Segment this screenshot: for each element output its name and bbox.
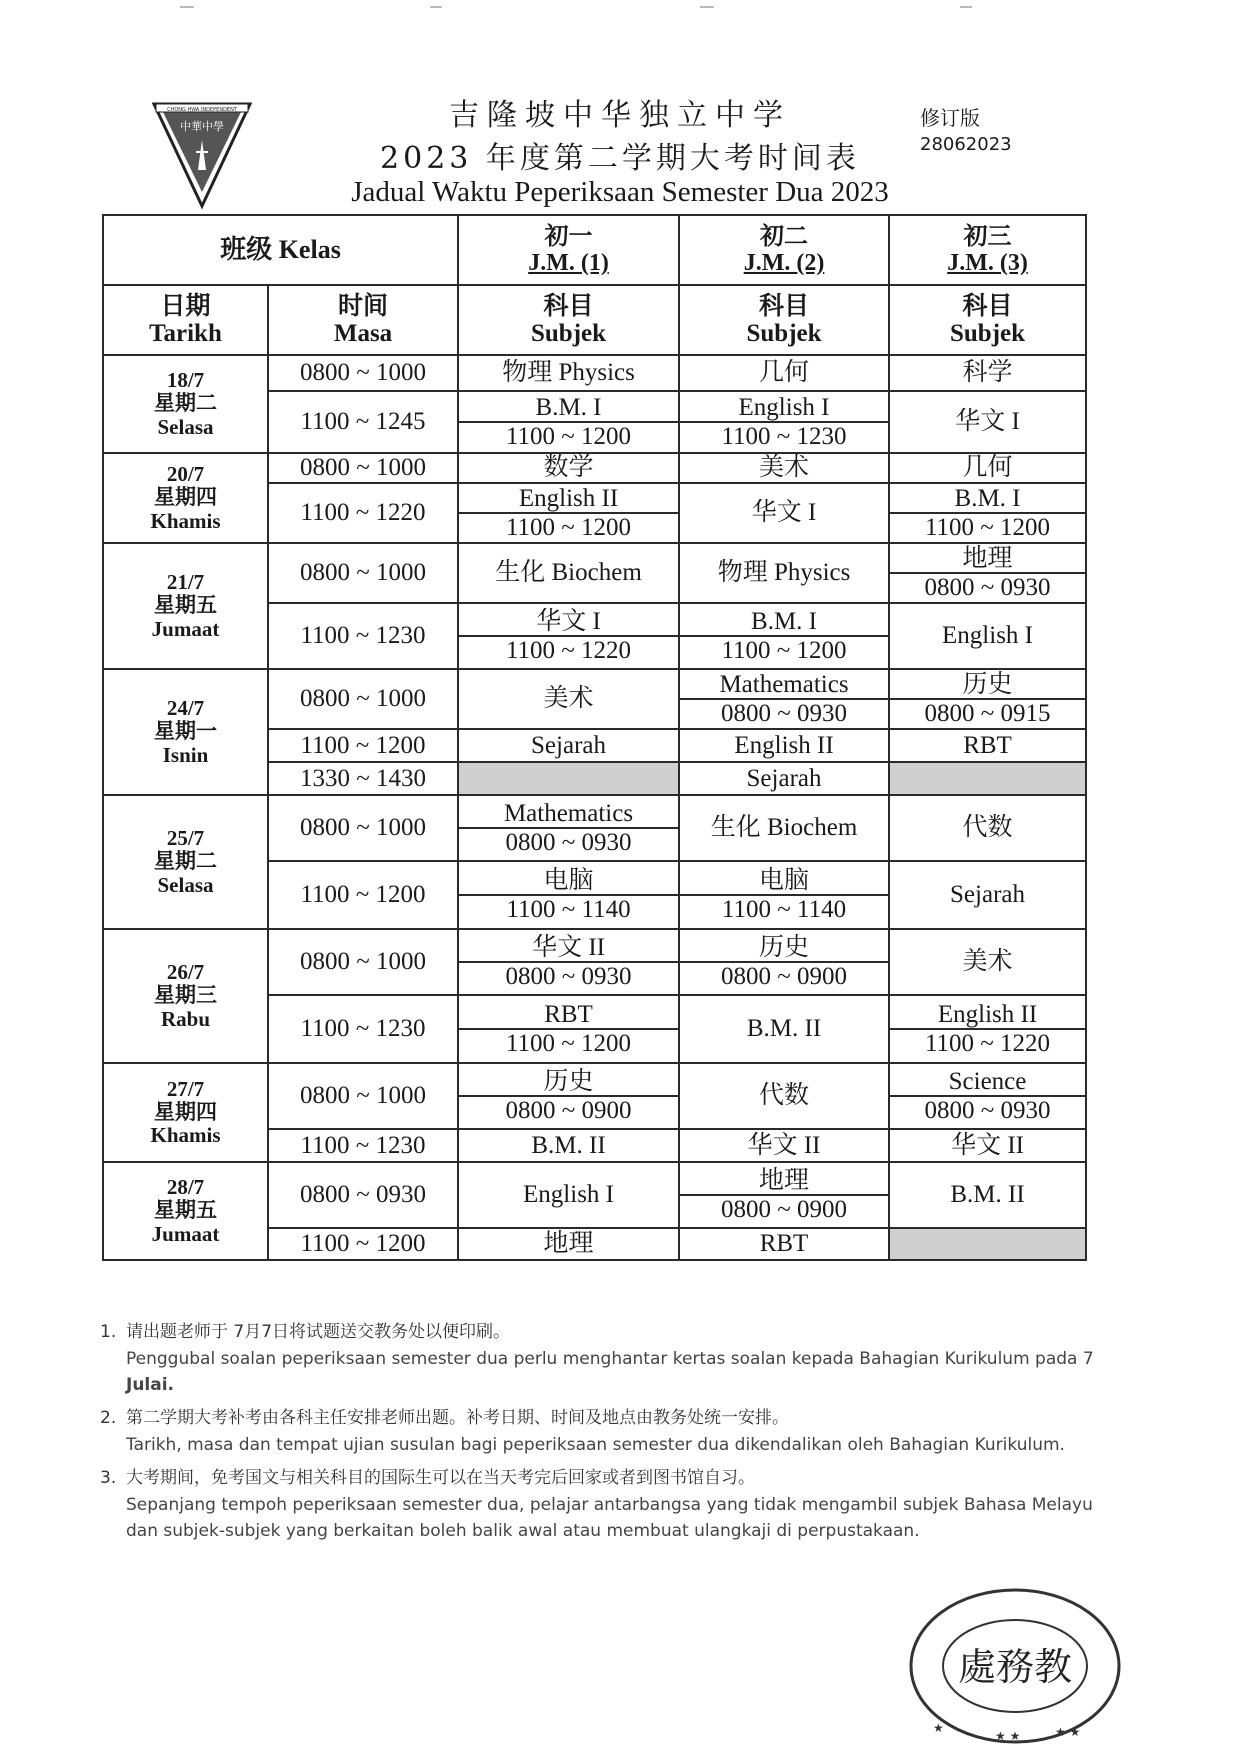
- time-cell: 1100 ~ 1230: [268, 995, 458, 1063]
- subject-cell: RBT: [889, 729, 1086, 762]
- subject-cell: [889, 1063, 1086, 1129]
- col-label-my: Subjek: [949, 320, 1026, 347]
- time-cell: 0800 ~ 1000: [268, 543, 458, 603]
- day-zh: 星期一: [154, 719, 217, 744]
- subject: RBT: [544, 1000, 593, 1028]
- stamp-center-text: 處務教: [957, 1645, 1073, 1689]
- note-my: Penggubal soalan peperiksaan semester dua perlu menghantar kertas soalan kepada Bahagian Kurikulum pada 7: [126, 1349, 1094, 1369]
- subject-cell: 华文 II: [889, 1129, 1086, 1162]
- subject-cell: [889, 995, 1086, 1063]
- subject: 地理: [759, 1166, 810, 1194]
- day-zh: 星期二: [154, 849, 217, 874]
- subject-cell: [679, 929, 889, 995]
- date: 26/7: [166, 960, 205, 985]
- date: 25/7: [166, 826, 205, 851]
- col-label-my: Subjek: [746, 320, 822, 347]
- subject-cell: 生化 Biochem: [679, 795, 889, 861]
- scan-mark: [700, 6, 714, 8]
- subject-time: 1100 ~ 1200: [680, 635, 888, 665]
- note-zh: 请出题老师于 7月7日将试题送交教务处以便印刷。: [126, 1322, 511, 1342]
- time-cell: 1100 ~ 1230: [268, 1129, 458, 1162]
- time-cell: 0800 ~ 1000: [268, 453, 458, 483]
- subject-cell: [889, 483, 1086, 543]
- subject-col-header: [889, 285, 1086, 355]
- col-label-zh: 科目: [543, 292, 594, 320]
- subject-time: 0800 ~ 0900: [680, 961, 888, 991]
- subject-cell: English II: [679, 729, 889, 762]
- subject-cell: [679, 603, 889, 669]
- subject-cell: [458, 795, 679, 861]
- time-col-header: [268, 285, 458, 355]
- subject-time: 1100 ~ 1220: [459, 635, 678, 665]
- subject-cell: [458, 929, 679, 995]
- subject: 电脑: [543, 866, 594, 894]
- subject-cell: 几何: [679, 355, 889, 391]
- subject-cell: [458, 603, 679, 669]
- table-header-row: [103, 215, 1086, 285]
- subject-cell: [679, 669, 889, 729]
- table-row: [103, 929, 1086, 995]
- col-label-zh: 时间: [338, 292, 389, 320]
- day-my: Rabu: [160, 1006, 211, 1031]
- grade-zh: 初二: [760, 223, 809, 250]
- svg-text:★ ★: ★ ★: [995, 1729, 1021, 1743]
- subject-time: 1100 ~ 1200: [890, 512, 1085, 542]
- note-item: [100, 1318, 1100, 1398]
- grade-code: J.M. (1): [528, 250, 609, 276]
- grade-code: J.M. (3): [947, 250, 1028, 276]
- subject-col-header: [679, 285, 889, 355]
- subject-time: 1100 ~ 1140: [680, 894, 888, 924]
- subject: B.M. I: [535, 393, 602, 421]
- subject: 历史: [543, 1067, 594, 1095]
- subject-cell: 代数: [889, 795, 1086, 861]
- subject: 历史: [962, 670, 1013, 698]
- date: 20/7: [166, 462, 205, 487]
- subject: English II: [937, 1000, 1038, 1028]
- note-my: Sepanjang tempoh peperiksaan semester dua, pelajar antarbangsa yang tidak mengambil subjek Bahasa Melayu dan subjek-subjek yang berkaitan boleh balik awal atau membuat ulangkaji di perpustakaan.: [126, 1495, 1093, 1541]
- col-label-zh: 日期: [160, 292, 211, 320]
- table-row: [103, 669, 1086, 729]
- subject-cell: [458, 861, 679, 929]
- date: 24/7: [166, 696, 205, 721]
- subject: B.M. I: [751, 607, 817, 635]
- class-label: 班级 Kelas: [103, 215, 458, 285]
- subject-cell: 代数: [679, 1063, 889, 1129]
- subject-cell: B.M. II: [889, 1162, 1086, 1228]
- table-row: [103, 355, 1086, 391]
- exam-timetable: [102, 214, 1087, 1261]
- subject: English II: [518, 484, 619, 512]
- date-cell: [103, 453, 268, 543]
- scan-mark: [960, 6, 972, 8]
- subject-cell: 生化 Biochem: [458, 543, 679, 603]
- note-my: Tarikh, masa dan tempat ujian susulan bagi peperiksaan semester dua dikendalikan oleh Bahagian Kurikulum.: [126, 1435, 1065, 1455]
- subject-time: 1100 ~ 1200: [459, 421, 678, 451]
- svg-text:★ ★: ★ ★: [1055, 1725, 1081, 1739]
- time-cell: 1100 ~ 1200: [268, 1228, 458, 1260]
- subject-time: 0800 ~ 0900: [459, 1095, 678, 1125]
- subject-cell: Sejarah: [679, 762, 889, 795]
- subject-time: 0800 ~ 0930: [459, 827, 678, 857]
- subject-cell: [889, 669, 1086, 729]
- notes-section: [100, 1318, 1100, 1550]
- svg-text:CHONG HWA INDEPENDENT: CHONG HWA INDEPENDENT: [167, 107, 237, 113]
- date-cell: [103, 1063, 268, 1162]
- date: 21/7: [166, 570, 205, 595]
- subject-cell: 华文 II: [679, 1129, 889, 1162]
- subject-cell: 科学: [889, 355, 1086, 391]
- page-title-zh: 2023 年度第二学期大考时间表: [380, 141, 860, 176]
- subject-cell: 美术: [679, 453, 889, 483]
- subject-time: 0800 ~ 0930: [459, 961, 678, 991]
- col-label-my: Tarikh: [149, 320, 222, 347]
- subject: Mathematics: [719, 670, 849, 698]
- note-number: 1.: [100, 1322, 117, 1342]
- subject-cell: English I: [458, 1162, 679, 1228]
- date-cell: [103, 795, 268, 929]
- time-cell: 0800 ~ 0930: [268, 1162, 458, 1228]
- date: 27/7: [166, 1076, 205, 1101]
- date: 18/7: [166, 368, 205, 393]
- note-number: 3.: [100, 1468, 117, 1488]
- table-subheader-row: [103, 285, 1086, 355]
- subject: Mathematics: [503, 799, 634, 827]
- grade-zh: 初三: [963, 223, 1012, 250]
- subject: 历史: [759, 933, 810, 961]
- svg-text:中華中學: 中華中學: [180, 120, 224, 133]
- subject-time: 0800 ~ 0930: [680, 698, 888, 728]
- subject-cell: 物理 Physics: [679, 543, 889, 603]
- page-title-my: Jadual Waktu Peperiksaan Semester Dua 2023: [351, 176, 889, 208]
- day-zh: 星期四: [154, 485, 217, 510]
- subject-col-header: [458, 285, 679, 355]
- empty-cell: [889, 1228, 1086, 1260]
- col-label-zh: 科目: [962, 292, 1013, 320]
- revision-code: 28062023: [920, 134, 1012, 155]
- subject-cell: 美术: [889, 929, 1086, 995]
- revision-label: 修订版: [920, 106, 980, 130]
- note-item: [100, 1464, 1100, 1544]
- col-label-my: Subjek: [530, 320, 607, 347]
- day-zh: 星期五: [154, 1198, 217, 1223]
- grade-zh: 初一: [544, 223, 593, 250]
- time-cell: 0800 ~ 1000: [268, 929, 458, 995]
- date-cell: [103, 669, 268, 795]
- time-cell: 1100 ~ 1200: [268, 729, 458, 762]
- subject-cell: [458, 995, 679, 1063]
- time-cell: 1330 ~ 1430: [268, 762, 458, 795]
- table-row: [103, 795, 1086, 861]
- date-cell: [103, 1162, 268, 1260]
- subject-cell: 美术: [458, 669, 679, 729]
- time-cell: 1100 ~ 1200: [268, 861, 458, 929]
- subject-time: 0800 ~ 0930: [890, 572, 1085, 602]
- table-row: [103, 543, 1086, 603]
- scan-mark: [180, 6, 194, 8]
- table-row: [103, 1162, 1086, 1228]
- scan-mark: [430, 6, 442, 8]
- date: 28/7: [166, 1175, 205, 1200]
- svg-text:★: ★: [933, 1721, 944, 1735]
- date-cell: [103, 929, 268, 1063]
- subject: B.M. I: [954, 484, 1021, 512]
- day-my: Selasa: [157, 414, 214, 439]
- note-my-bold: Julai.: [126, 1375, 175, 1395]
- subject-cell: [458, 1063, 679, 1129]
- subject-time: 1100 ~ 1140: [459, 894, 678, 924]
- date-col-header: [103, 285, 268, 355]
- time-cell: 1100 ~ 1230: [268, 603, 458, 669]
- subject: 电脑: [759, 866, 810, 894]
- date-cell: [103, 355, 268, 453]
- day-my: Isnin: [162, 742, 209, 767]
- empty-cell: [889, 762, 1086, 795]
- table-row: [103, 1063, 1086, 1129]
- note-zh: 第二学期大考补考由各科主任安排老师出题。补考日期、时间及地点由教务处统一安排。: [126, 1408, 789, 1428]
- subject-time: 0800 ~ 0915: [890, 698, 1085, 728]
- subject-cell: 物理 Physics: [458, 355, 679, 391]
- subject-cell: B.M. II: [679, 995, 889, 1063]
- subject: English I: [738, 393, 830, 421]
- col-label-my: Masa: [333, 320, 393, 347]
- time-cell: 0800 ~ 1000: [268, 795, 458, 861]
- subject-time: 1100 ~ 1230: [680, 421, 888, 451]
- note-item: [100, 1404, 1100, 1458]
- grade-code: J.M. (2): [743, 250, 825, 276]
- subject-cell: B.M. II: [458, 1129, 679, 1162]
- grade-header-jm1: [458, 215, 679, 285]
- note-number: 2.: [100, 1408, 117, 1428]
- time-cell: 1100 ~ 1220: [268, 483, 458, 543]
- subject-cell: 华文 I: [679, 483, 889, 543]
- subject-cell: [458, 391, 679, 453]
- subject: 华文 I: [536, 607, 601, 635]
- subject-time: 1100 ~ 1200: [459, 512, 678, 542]
- subject: 地理: [962, 544, 1013, 572]
- day-zh: 星期二: [154, 391, 217, 416]
- subject-cell: [679, 1162, 889, 1228]
- school-name: 吉隆坡中华独立中学: [449, 98, 791, 133]
- subject-cell: 几何: [889, 453, 1086, 483]
- empty-cell: [458, 762, 679, 795]
- subject-cell: 华文 I: [889, 391, 1086, 453]
- subject-cell: [889, 543, 1086, 603]
- subject-time: 1100 ~ 1220: [890, 1028, 1085, 1058]
- grade-header-jm2: [679, 215, 889, 285]
- time-cell: 0800 ~ 1000: [268, 669, 458, 729]
- subject-cell: [679, 391, 889, 453]
- subject-cell: RBT: [679, 1228, 889, 1260]
- day-my: Jumaat: [151, 616, 220, 641]
- day-zh: 星期四: [154, 1099, 217, 1124]
- time-cell: 1100 ~ 1245: [268, 391, 458, 453]
- day-my: Jumaat: [151, 1221, 220, 1246]
- day-my: Selasa: [157, 872, 214, 897]
- subject-time: 0800 ~ 0930: [890, 1095, 1085, 1125]
- time-cell: 0800 ~ 1000: [268, 1063, 458, 1129]
- subject-time: 1100 ~ 1200: [459, 1028, 678, 1058]
- subject-time: 0800 ~ 0900: [680, 1194, 888, 1224]
- day-my: Khamis: [150, 1123, 221, 1148]
- date-cell: [103, 543, 268, 669]
- subject-cell: 数学: [458, 453, 679, 483]
- time-cell: 0800 ~ 1000: [268, 355, 458, 391]
- subject-cell: 地理: [458, 1228, 679, 1260]
- subject-cell: [679, 861, 889, 929]
- day-my: Khamis: [150, 508, 221, 533]
- col-label-zh: 科目: [759, 292, 810, 320]
- official-stamp: [905, 1586, 1125, 1746]
- subject-cell: [458, 483, 679, 543]
- day-zh: 星期三: [154, 983, 217, 1008]
- day-zh: 星期五: [154, 593, 217, 618]
- grade-header-jm3: [889, 215, 1086, 285]
- subject: 华文 II: [532, 933, 605, 961]
- subject-cell: Sejarah: [889, 861, 1086, 929]
- subject: Science: [948, 1067, 1027, 1095]
- note-zh: 大考期间，免考国文与相关科目的国际生可以在当天考完后回家或者到图书馆自习。: [126, 1468, 755, 1488]
- subject-cell: Sejarah: [458, 729, 679, 762]
- table-row: [103, 453, 1086, 483]
- subject-cell: English I: [889, 603, 1086, 669]
